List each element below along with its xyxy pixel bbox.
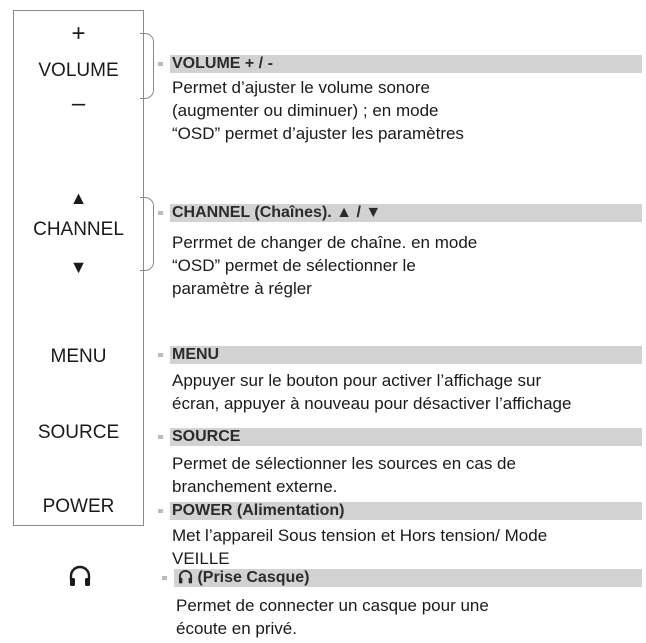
channel-description: Perrmet de changer de chaîne. en mode “OSD” permet de sélectionner le paramètre à régler: [172, 233, 478, 298]
source-description: Permet de sélectionner les sources en cas de branchement externe.: [172, 454, 516, 496]
headphone-description: Permet de connecter un casque pour une écoute en privé.: [176, 596, 489, 638]
volume-description: Permet d’ajuster le volume sonore (augmenter ou diminuer) ; en mode “OSD” permet d’ajuster les paramètres: [172, 78, 464, 143]
channel-brace: [140, 197, 154, 271]
power-header: POWER (Alimentation): [170, 502, 642, 520]
menu-bullet: [158, 353, 163, 357]
source-header: SOURCE: [170, 428, 642, 446]
volume-brace: [140, 33, 154, 99]
volume-plus-button[interactable]: +: [71, 20, 86, 47]
source-bullet: [158, 435, 163, 439]
source-button[interactable]: SOURCE: [37, 422, 120, 443]
menu-header: MENU: [170, 346, 642, 364]
channel-label: CHANNEL: [33, 219, 124, 240]
volume-bullet: [158, 62, 163, 66]
volume-minus-button[interactable]: –: [71, 90, 86, 117]
headphone-bullet: [162, 576, 167, 580]
volume-label: VOLUME: [38, 60, 119, 81]
channel-bullet: [158, 211, 163, 215]
headphone-header: [174, 569, 642, 587]
channel-up-button[interactable]: ▲: [69, 188, 88, 208]
power-bullet: [158, 509, 163, 513]
menu-description: Appuyer sur le bouton pour activer l’affichage sur écran, appuyer à nouveau pour désactiver l’affichage: [172, 371, 572, 413]
headphone-title-icon: [178, 569, 193, 584]
headphone-title: (Prise Casque): [197, 569, 310, 586]
channel-header: CHANNEL (Chaînes). ▲ / ▼: [170, 204, 642, 222]
headphone-icon: [68, 564, 92, 588]
menu-button[interactable]: MENU: [50, 346, 107, 367]
power-description: Met l’appareil Sous tension et Hors tension/ Mode VEILLE: [172, 526, 548, 568]
power-button[interactable]: POWER: [42, 496, 115, 517]
volume-header: VOLUME + / -: [170, 55, 642, 73]
channel-down-button[interactable]: ▼: [69, 257, 88, 277]
